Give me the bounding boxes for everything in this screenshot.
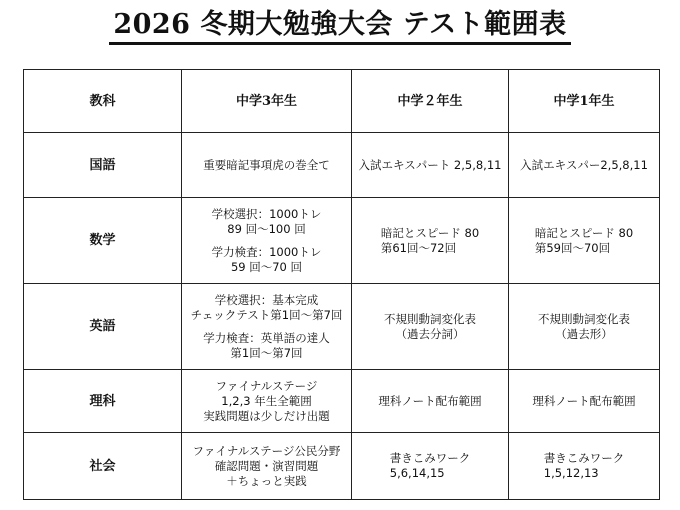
cell-line: 実践問題は少しだけ出題 xyxy=(203,408,330,423)
subject-cell: 社会 xyxy=(24,433,182,500)
table-row-science xyxy=(24,370,660,433)
table-row-japanese xyxy=(24,133,660,198)
cell-line: 不規則動詞変化表 xyxy=(538,311,630,326)
cell-line: （過去分詞） xyxy=(395,326,465,341)
subject-cell: 国語 xyxy=(24,133,182,198)
cell-line: 学力検査：英単語の達人 xyxy=(203,330,330,345)
cell-line: 1,2,3 年生全範囲 xyxy=(221,393,312,408)
cell-line: 59 回～70 回 xyxy=(230,259,303,274)
subject-cell: 理科 xyxy=(24,370,182,433)
subject-cell: 数学 xyxy=(24,198,182,284)
cell-line: 学校選択：基本完成 xyxy=(214,292,319,307)
cell-line: チェックテスト第1回～第7回 xyxy=(190,307,343,322)
header-grade3: 中学3年生 xyxy=(182,70,352,133)
cell-line: 1,5,12,13 xyxy=(543,466,599,480)
cell-line: 理科ノート配布範囲 xyxy=(378,393,482,408)
subject-cell: 英語 xyxy=(24,284,182,370)
cell-line: 重要暗記事項虎の巻全て xyxy=(203,157,330,172)
table-row-math xyxy=(24,198,660,284)
cell-line: 理科ノート配布範囲 xyxy=(532,393,636,408)
table-header-row xyxy=(24,70,660,133)
cell-line: 入試エキスパー2,5,8,11 xyxy=(520,157,648,172)
cell-line: 暗記とスピード 80 xyxy=(534,225,634,240)
header-subject: 教科 xyxy=(24,70,182,133)
test-range-table xyxy=(23,69,660,500)
cell-line: （過去形） xyxy=(555,326,613,341)
grade1-cell xyxy=(509,198,660,284)
cell-line: 89 回～100 回 xyxy=(227,221,306,236)
cell-line: 5,6,14,15 xyxy=(389,466,445,480)
cell-line: 学力検査：1000トレ xyxy=(211,244,322,259)
grade3-cell xyxy=(182,284,352,370)
grade1-cell xyxy=(509,370,660,433)
grade3-cell xyxy=(182,198,352,284)
cell-line: 学校選択：1000トレ xyxy=(211,206,322,221)
cell-line: 第59回～70回 xyxy=(534,240,611,255)
cell-line: 暗記とスピード 80 xyxy=(380,225,480,240)
grade3-cell xyxy=(182,133,352,198)
cell-line: 第1回～第7回 xyxy=(230,345,303,360)
cell-line: 書きこみワーク xyxy=(389,451,471,465)
grade3-cell xyxy=(182,370,352,433)
cell-line: ファイナルステージ公民分野 xyxy=(192,443,341,458)
cell-line: ＋ちょっと実践 xyxy=(226,473,307,488)
grade2-cell xyxy=(352,370,509,433)
cell-line: 確認問題・演習問題 xyxy=(214,458,319,473)
header-grade1: 中学1年生 xyxy=(509,70,660,133)
grade2-cell xyxy=(352,198,509,284)
cell-line: 不規則動詞変化表 xyxy=(384,311,476,326)
cell-line: ファイナルステージ xyxy=(215,378,318,393)
header-grade2: 中学２年生 xyxy=(352,70,509,133)
page-title-text: 2026 冬期大勉強大会 テスト範囲表 xyxy=(109,8,570,45)
cell-line: 書きこみワーク xyxy=(543,451,625,465)
grade1-cell xyxy=(509,284,660,370)
cell-line: 入試エキスパート 2,5,8,11 xyxy=(358,157,502,172)
grade2-cell xyxy=(352,133,509,198)
grade1-cell xyxy=(509,133,660,198)
grade3-cell xyxy=(182,433,352,500)
grade2-cell xyxy=(352,284,509,370)
page-title xyxy=(0,8,680,45)
grade1-cell xyxy=(509,433,660,500)
grade2-cell xyxy=(352,433,509,500)
table-row-english xyxy=(24,284,660,370)
cell-line: 第61回～72回 xyxy=(380,240,457,255)
table-row-social xyxy=(24,433,660,500)
